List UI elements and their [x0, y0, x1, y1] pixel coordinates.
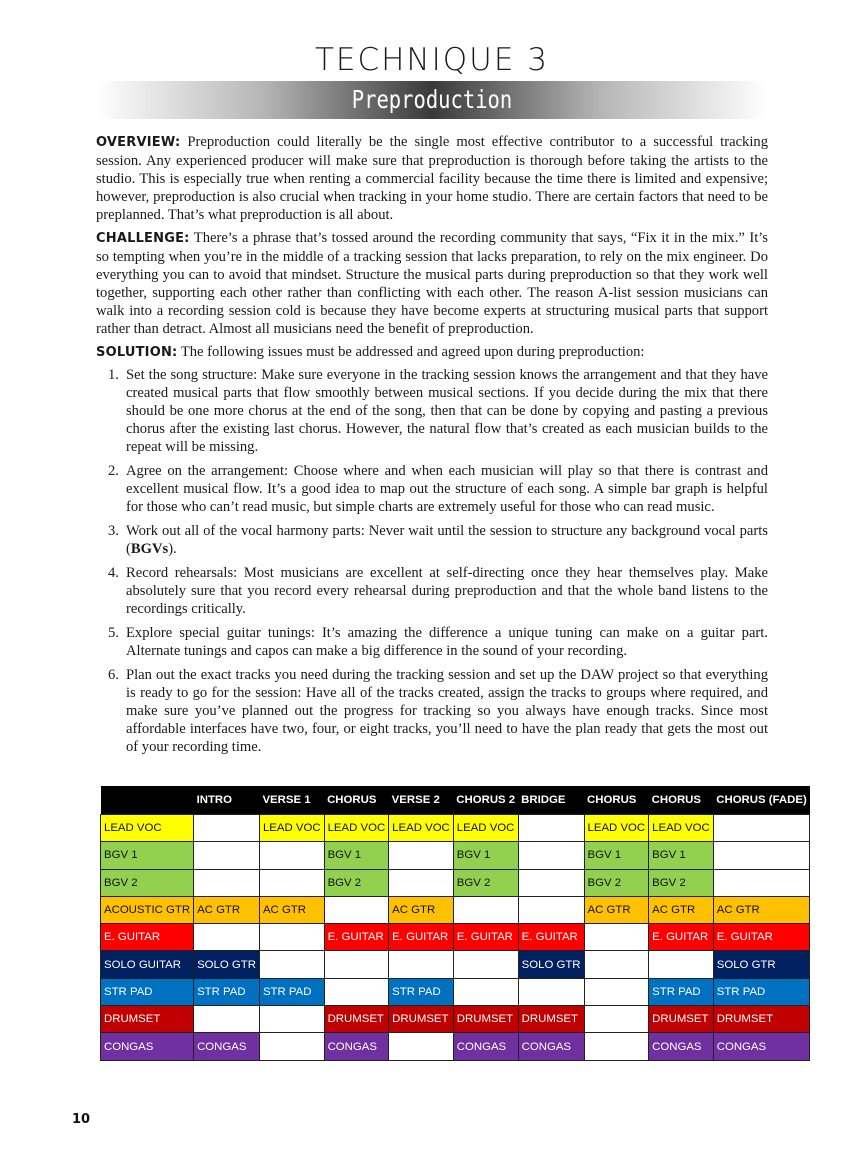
list-item: [96, 366, 768, 456]
part-cell-empty: [453, 951, 518, 978]
header-cell-instrument: [101, 786, 194, 815]
part-cell-empty: [518, 978, 584, 1005]
bgvs-term: BGVs: [130, 541, 169, 557]
header-cell-section: BRIDGE: [518, 786, 584, 815]
part-cell-active: BGV 2: [649, 869, 714, 896]
challenge-text: There’s a phrase that’s tossed around the recording community that says, “Fix it in the mix.” It’s so tempting when you’re in the middle of a tracking session that lacks preparation, to rely on the mix engineer. Do everything you can to avoid that mindset. Structure the musical parts during preproduction so that they work well together, supporting each other rather than conflicting with each other. The reason A-list session musicians can walk into a recording session cold is because they have become experts at structuring musical parts that support rather than detract. Almost all musicians need the benefit of preproduction.: [96, 230, 768, 337]
part-cell-active: STR PAD: [194, 978, 260, 1005]
part-cell-active: AC GTR: [649, 896, 714, 923]
part-cell-empty: [194, 1006, 260, 1033]
overview-paragraph: [96, 133, 768, 224]
page-number: 10: [72, 1112, 91, 1127]
part-cell-active: SOLO GTR: [194, 951, 260, 978]
header-cell-section: CHORUS: [649, 786, 714, 815]
instrument-cell: CONGAS: [101, 1033, 194, 1060]
part-cell-active: E. GUITAR: [324, 924, 389, 951]
part-cell-empty: [389, 869, 454, 896]
part-cell-empty: [194, 869, 260, 896]
list-text: Explore special guitar tunings: It’s amazing the difference a unique tuning can make on a guitar part. Alternate tunings and capos can make a big difference in the sound of your recording.: [126, 625, 768, 659]
part-cell-active: DRUMSET: [649, 1006, 714, 1033]
part-cell-active: LEAD VOC: [259, 815, 324, 842]
solution-label: SOLUTION:: [96, 345, 178, 360]
table-row: [101, 1006, 810, 1033]
part-cell-active: CONGAS: [453, 1033, 518, 1060]
part-cell-empty: [324, 978, 389, 1005]
part-cell-empty: [584, 1033, 649, 1060]
part-cell-empty: [259, 951, 324, 978]
header-cell-section: CHORUS: [324, 786, 389, 815]
list-number: 3.: [108, 523, 119, 539]
part-cell-empty: [584, 978, 649, 1005]
table-row: [101, 815, 810, 842]
part-cell-empty: [389, 842, 454, 869]
overview-label: OVERVIEW:: [96, 135, 181, 150]
part-cell-active: CONGAS: [649, 1033, 714, 1060]
header-cell-section: VERSE 2: [389, 786, 454, 815]
part-cell-empty: [259, 842, 324, 869]
list-text: Agree on the arrangement: Choose where and when each musician will play so that there is contrast and excellent musical flow. It’s a good idea to map out the structure of each song. A simple bar graph is helpful for those who can’t read music, but simple charts are extremely useful for those who can read music.: [126, 463, 768, 515]
part-cell-active: LEAD VOC: [584, 815, 649, 842]
list-text: Record rehearsals: Most musicians are excellent at self-directing once they hear themselves play. Make absolutely sure that you record every rehearsal during preproduction and that the whole band listens to the recordings critically.: [126, 565, 768, 617]
part-cell-active: BGV 1: [324, 842, 389, 869]
instrument-cell: STR PAD: [101, 978, 194, 1005]
list-number: 2.: [108, 463, 119, 479]
header-cell-section: CHORUS 2: [453, 786, 518, 815]
part-cell-active: LEAD VOC: [649, 815, 714, 842]
part-cell-active: DRUMSET: [324, 1006, 389, 1033]
part-cell-active: DRUMSET: [453, 1006, 518, 1033]
instrument-cell: SOLO GUITAR: [101, 951, 194, 978]
part-cell-active: E. GUITAR: [389, 924, 454, 951]
part-cell-empty: [389, 951, 454, 978]
part-cell-active: E. GUITAR: [649, 924, 714, 951]
part-cell-active: AC GTR: [259, 896, 324, 923]
part-cell-active: SOLO GTR: [518, 951, 584, 978]
part-cell-active: E. GUITAR: [453, 924, 518, 951]
part-cell-empty: [324, 896, 389, 923]
list-number: 6.: [108, 667, 119, 683]
part-cell-empty: [518, 869, 584, 896]
challenge-label: CHALLENGE:: [96, 231, 190, 246]
part-cell-empty: [194, 842, 260, 869]
part-cell-active: DRUMSET: [713, 1006, 810, 1033]
part-cell-active: STR PAD: [713, 978, 810, 1005]
instrument-cell: ACOUSTIC GTR: [101, 896, 194, 923]
part-cell-active: BGV 2: [584, 869, 649, 896]
solution-paragraph: [96, 343, 768, 362]
part-cell-empty: [584, 924, 649, 951]
part-cell-active: BGV 1: [584, 842, 649, 869]
list-item: [96, 666, 768, 756]
list-text: Set the song structure: Make sure everyone in the tracking session knows the arrangement and that they have created musical parts that flow smoothly between musical sections. If you decide during the mix that there should be one more chorus at the end of the song, then that can be done by copying and pasting a previous chorus after the existing last chorus. However, the natural flow that’s created as each musician builds to the repeat will be missing.: [126, 367, 768, 455]
table-row: [101, 842, 810, 869]
part-cell-active: AC GTR: [713, 896, 810, 923]
part-cell-empty: [389, 1033, 454, 1060]
instrument-cell: DRUMSET: [101, 1006, 194, 1033]
part-cell-active: STR PAD: [389, 978, 454, 1005]
part-cell-empty: [453, 896, 518, 923]
table-row: [101, 1033, 810, 1060]
list-number: 4.: [108, 565, 119, 581]
table-row: [101, 951, 810, 978]
part-cell-active: CONGAS: [713, 1033, 810, 1060]
instrument-cell: BGV 2: [101, 869, 194, 896]
part-cell-active: STR PAD: [259, 978, 324, 1005]
list-text: Work out all of the vocal harmony parts: Never wait until the session to structure any background vocal parts (: [126, 523, 768, 557]
header-cell-section: CHORUS: [584, 786, 649, 815]
part-cell-empty: [259, 1006, 324, 1033]
solution-list: [96, 366, 768, 756]
technique-heading: TECHNIQUE 3: [314, 42, 550, 78]
header-cell-section: VERSE 1: [259, 786, 324, 815]
part-cell-active: SOLO GTR: [713, 951, 810, 978]
page-title: Preproduction: [351, 85, 513, 114]
part-cell-empty: [713, 869, 810, 896]
part-cell-empty: [518, 842, 584, 869]
part-cell-empty: [649, 951, 714, 978]
part-cell-active: BGV 2: [453, 869, 518, 896]
table-row: [101, 978, 810, 1005]
part-cell-active: AC GTR: [194, 896, 260, 923]
part-cell-active: AC GTR: [389, 896, 454, 923]
instrument-cell: BGV 1: [101, 842, 194, 869]
part-cell-active: E. GUITAR: [518, 924, 584, 951]
part-cell-active: AC GTR: [584, 896, 649, 923]
part-cell-empty: [713, 815, 810, 842]
part-cell-empty: [194, 924, 260, 951]
part-cell-empty: [584, 1006, 649, 1033]
part-cell-active: CONGAS: [194, 1033, 260, 1060]
list-item: [96, 522, 768, 558]
part-cell-active: STR PAD: [649, 978, 714, 1005]
overview-section: [96, 133, 768, 762]
header-cell-section: INTRO: [194, 786, 260, 815]
part-cell-empty: [518, 896, 584, 923]
list-number: 1.: [108, 367, 119, 383]
part-cell-active: BGV 1: [453, 842, 518, 869]
part-cell-empty: [518, 815, 584, 842]
list-number: 5.: [108, 625, 119, 641]
part-cell-empty: [713, 842, 810, 869]
part-cell-empty: [259, 1033, 324, 1060]
part-cell-empty: [259, 924, 324, 951]
part-cell-empty: [453, 978, 518, 1005]
challenge-paragraph: [96, 229, 768, 338]
table-header-row: [101, 786, 810, 815]
part-cell-active: DRUMSET: [389, 1006, 454, 1033]
part-cell-active: DRUMSET: [518, 1006, 584, 1033]
table-row: [101, 869, 810, 896]
part-cell-active: BGV 2: [324, 869, 389, 896]
part-cell-active: E. GUITAR: [713, 924, 810, 951]
overview-text: Preproduction could literally be the single most effective contributor to a successful tracking session. Any experienced producer will make sure that preproduction is thorough before taking the artists to the studio. This is especially true when renting a commercial facility because the time there is limited and expensive; however, preproduction is also crucial when tracking in your home studio. There are certain factors that need to be preplanned. That’s what preproduction is all about.: [96, 134, 768, 223]
list-item: [96, 462, 768, 516]
part-cell-active: LEAD VOC: [453, 815, 518, 842]
table-row: [101, 924, 810, 951]
table-body: [101, 815, 810, 1061]
table-row: [101, 896, 810, 923]
title-banner: [96, 81, 768, 119]
part-cell-active: LEAD VOC: [389, 815, 454, 842]
arrangement-table: [100, 786, 810, 1061]
list-item: [96, 564, 768, 618]
part-cell-empty: [194, 815, 260, 842]
header-cell-section: CHORUS (FADE): [713, 786, 810, 815]
part-cell-active: BGV 1: [649, 842, 714, 869]
part-cell-empty: [584, 951, 649, 978]
part-cell-empty: [324, 951, 389, 978]
list-item: [96, 624, 768, 660]
list-text: Plan out the exact tracks you need during the tracking session and set up the DAW project so that everything is ready to go for the session: Have all of the tracks created, assign the tracks to groups where required, and make sure you’ve planned out the progress for tracking so you always have enough tracks. Since most affordable interfaces have two, four, or eight tracks, you’ll need to have the plan ready that gets the most out of your recording time.: [126, 667, 768, 755]
part-cell-active: LEAD VOC: [324, 815, 389, 842]
instrument-cell: LEAD VOC: [101, 815, 194, 842]
instrument-cell: E. GUITAR: [101, 924, 194, 951]
list-text-after: ).: [168, 541, 177, 557]
solution-text: The following issues must be addressed and agreed upon during preproduction:: [180, 344, 645, 360]
part-cell-empty: [259, 869, 324, 896]
part-cell-active: CONGAS: [518, 1033, 584, 1060]
part-cell-active: CONGAS: [324, 1033, 389, 1060]
